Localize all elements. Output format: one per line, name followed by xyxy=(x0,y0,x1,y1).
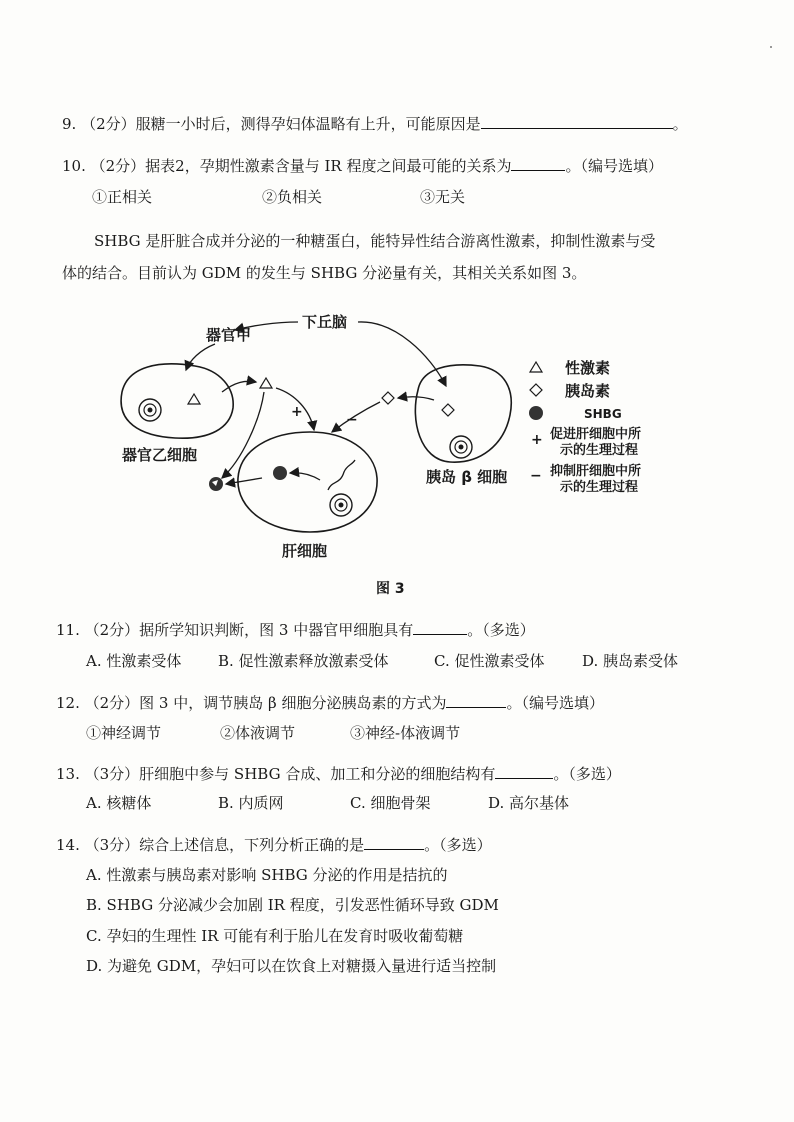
shbg-paragraph-line-2: 体的结合。目前认为 GDM 的发生与 SHBG 分泌量有关，其相关关系如图 3。 xyxy=(62,264,587,282)
question-11-option[interactable]: A. 性激素受体 xyxy=(86,652,182,670)
question-10-option[interactable]: ③无关 xyxy=(420,188,466,206)
scan-dot xyxy=(770,46,772,48)
organ-a-to-organ-b-arrow xyxy=(186,344,215,370)
question-14-option[interactable]: B. SHBG 分泌减少会加剧 IR 程度，引发恶性循环导致 GDM xyxy=(86,896,499,914)
liver-nucleus xyxy=(330,494,352,516)
question-12-options xyxy=(86,723,586,743)
minus-sign: − xyxy=(346,412,358,428)
legend-inhibit-line-2: 示的生理过程 xyxy=(560,480,639,495)
shbg-bound-sex-hormone xyxy=(209,477,223,491)
question-11-option[interactable]: D. 胰岛素受体 xyxy=(582,652,679,670)
question-12-suffix: 。（编号选填） xyxy=(506,694,604,712)
question-9-text: 9. （2分）服糖一小时后，测得孕妇体温略有上升，可能原因是 xyxy=(62,115,481,133)
insulin-diamond-released xyxy=(382,392,394,404)
sex-hormone-to-shbg-arrow xyxy=(222,392,264,478)
legend-plus-icon: + xyxy=(531,432,543,448)
question-11-text: 11. （2分）据所学知识判断，图 3 中器官甲细胞具有 xyxy=(56,621,414,639)
question-13-option[interactable]: D. 高尔基体 xyxy=(488,794,570,812)
question-12-answer-blank[interactable] xyxy=(446,693,506,708)
question-13-options xyxy=(86,793,606,813)
question-11-option[interactable]: B. 促性激素释放激素受体 xyxy=(218,652,389,670)
legend-promote-line-2: 示的生理过程 xyxy=(560,443,639,458)
question-13 xyxy=(56,764,621,784)
question-11-option[interactable]: C. 促性激素受体 xyxy=(434,652,545,670)
legend-diamond-icon xyxy=(530,384,542,396)
liver-internal-arrow xyxy=(290,473,320,480)
legend-shbg: SHBG xyxy=(584,407,622,421)
organ-b-cell-label: 器官乙细胞 xyxy=(122,446,198,464)
question-13-option[interactable]: A. 核糖体 xyxy=(86,794,152,812)
shbg-dot-in-liver xyxy=(273,466,287,480)
question-12 xyxy=(56,693,604,713)
question-10-answer-blank[interactable] xyxy=(511,156,565,171)
organ-b-to-sex-hormone-arrow xyxy=(222,381,256,392)
sex-hormone-triangle-in-organ-b xyxy=(188,394,200,404)
question-14-option[interactable]: D. 为避免 GDM，孕妇可以在饮食上对糖摄入量进行适当控制 xyxy=(86,957,497,975)
question-12-option[interactable]: ②体液调节 xyxy=(220,724,296,742)
question-13-option[interactable]: C. 细胞骨架 xyxy=(350,794,431,812)
question-14-answer-blank[interactable] xyxy=(364,835,424,850)
question-11-options xyxy=(86,651,726,671)
question-14-option[interactable]: A. 性激素与胰岛素对影响 SHBG 分泌的作用是拮抗的 xyxy=(86,866,448,884)
liver-to-shbg-arrow xyxy=(226,478,262,484)
question-11-suffix: 。（多选） xyxy=(467,621,535,639)
question-9-suffix: 。 xyxy=(672,115,688,133)
figure-3-caption: 图 3 xyxy=(376,581,405,597)
question-10-option[interactable]: ②负相关 xyxy=(262,188,323,206)
plus-sign: + xyxy=(291,404,303,420)
beta-cell-nucleus xyxy=(450,436,472,458)
question-14-option[interactable]: C. 孕妇的生理性 IR 可能有利于胎儿在发育时吸收葡萄糖 xyxy=(86,927,464,945)
legend-insulin: 胰岛素 xyxy=(565,382,611,400)
question-11 xyxy=(56,620,535,640)
question-14-text: 14. （3分）综合上述信息，下列分析正确的是 xyxy=(56,836,365,854)
question-12-text: 12. （2分）图 3 中，调节胰岛 β 细胞分泌胰岛素的方式为 xyxy=(56,694,447,712)
question-14 xyxy=(56,835,492,855)
hypothalamus-to-beta-cell-arrow xyxy=(358,322,446,386)
question-14-suffix: 。（多选） xyxy=(424,836,492,854)
organ-b-nucleus xyxy=(139,399,161,421)
insulin-diamond-in-beta-cell xyxy=(442,404,454,416)
hypothalamus-label: 下丘脑 xyxy=(302,313,348,331)
organ-b-cell-outline xyxy=(121,364,233,438)
legend-inhibit-line-1: 抑制肝细胞中所 xyxy=(550,464,642,479)
legend-triangle-icon xyxy=(530,362,542,372)
legend-shbg-icon xyxy=(529,406,543,420)
er-squiggle xyxy=(328,460,355,490)
sex-hormone-triangle-released xyxy=(260,378,272,388)
question-10-option[interactable]: ①正相关 xyxy=(92,188,153,206)
figure-3-diagram xyxy=(100,300,660,575)
question-10-suffix: 。（编号选填） xyxy=(565,157,663,175)
question-13-option[interactable]: B. 内质网 xyxy=(218,794,284,812)
question-13-suffix: 。（多选） xyxy=(553,765,621,783)
liver-cell-label: 肝细胞 xyxy=(282,542,328,560)
legend-promote-line-1: 促进肝细胞中所 xyxy=(550,427,642,442)
question-9 xyxy=(62,114,688,134)
question-13-text: 13. （3分）肝细胞中参与 SHBG 合成、加工和分泌的细胞结构有 xyxy=(56,765,496,783)
shbg-paragraph-line-1: SHBG 是肝脏合成并分泌的一种糖蛋白，能特异性结合游离性激素，抑制性激素与受 xyxy=(94,232,656,250)
beta-cell-label: 胰岛 β 细胞 xyxy=(426,468,508,486)
question-10 xyxy=(62,156,663,176)
question-11-answer-blank[interactable] xyxy=(413,620,467,635)
liver-cell-outline xyxy=(238,432,377,532)
question-9-answer-blank[interactable] xyxy=(481,114,673,129)
question-12-option[interactable]: ③神经-体液调节 xyxy=(350,724,461,742)
organ-a-label: 器官甲 xyxy=(206,326,252,344)
question-12-option[interactable]: ①神经调节 xyxy=(86,724,162,742)
legend-sex-hormone: 性激素 xyxy=(565,359,611,377)
question-10-options xyxy=(92,187,592,207)
question-10-text: 10. （2分）据表2，孕期性激素含量与 IR 程度之间最可能的关系为 xyxy=(62,157,512,175)
question-13-answer-blank[interactable] xyxy=(495,764,553,779)
legend-minus-icon: − xyxy=(530,468,542,484)
